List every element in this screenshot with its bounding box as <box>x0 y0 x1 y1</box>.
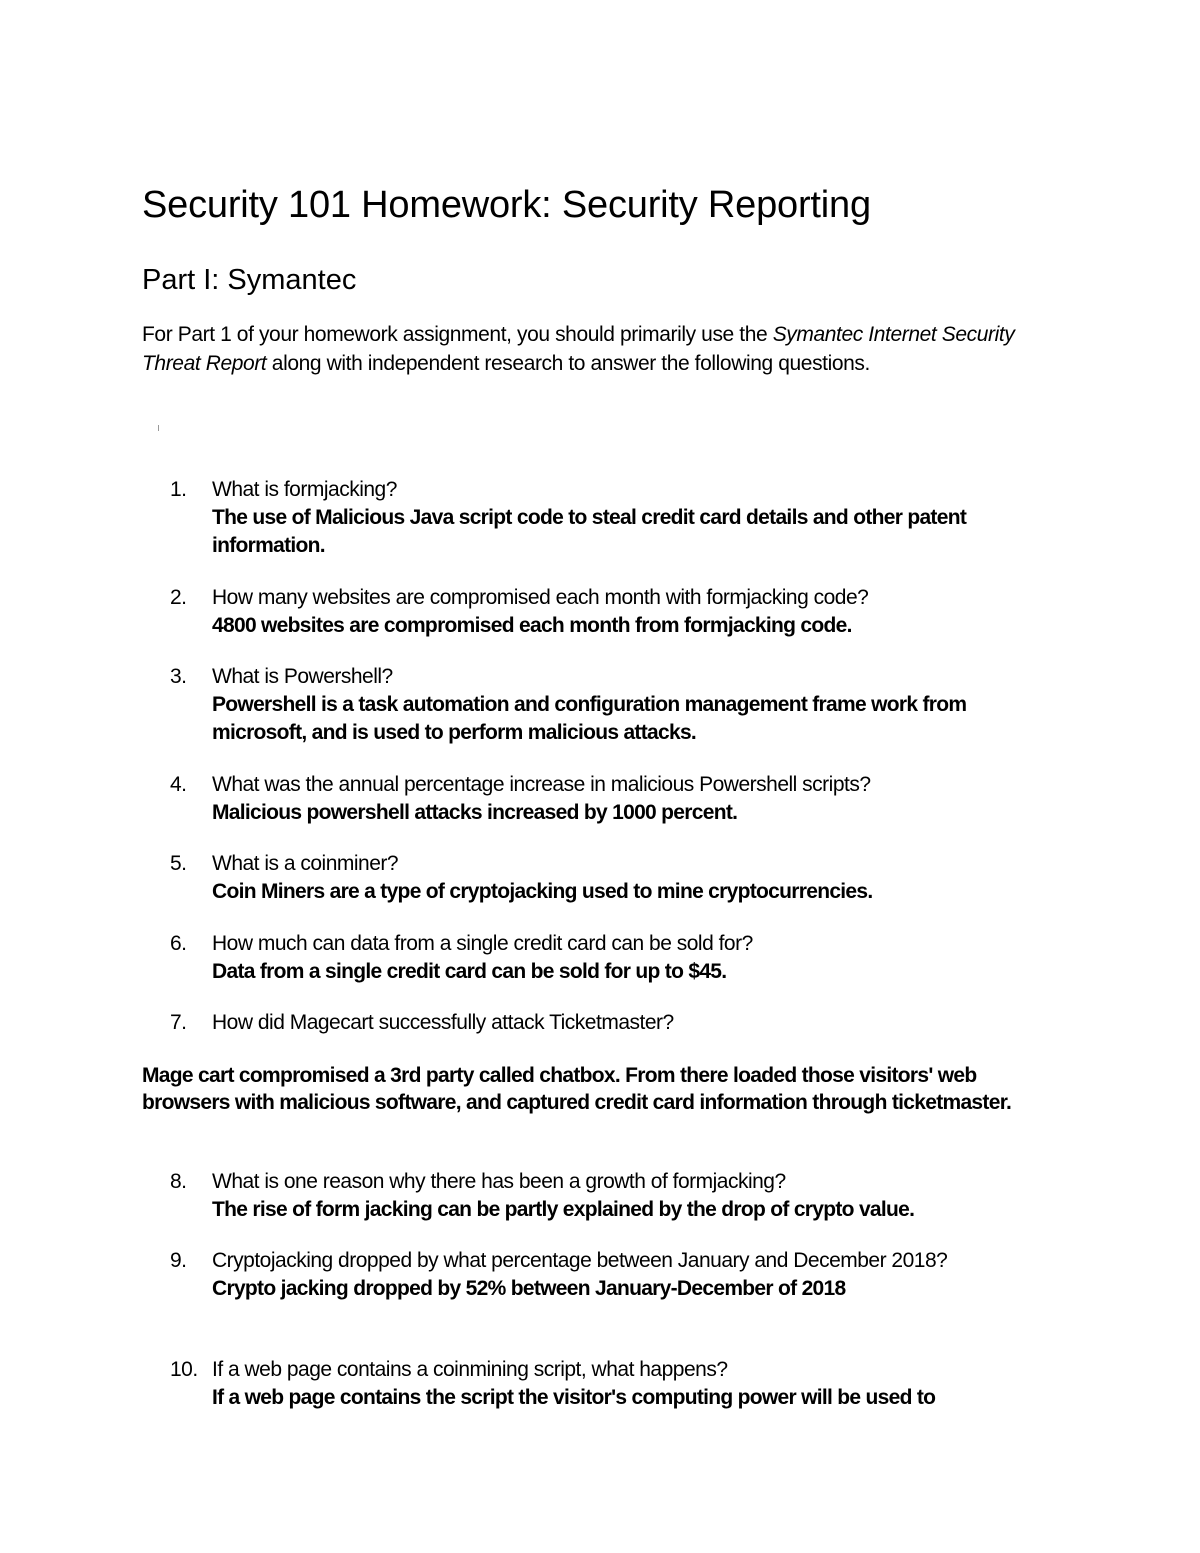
question-text: What is formjacking? <box>212 478 397 501</box>
section-heading: Part I: Symantec <box>142 264 357 296</box>
question-text: If a web page contains a coinmining script, what happens? <box>212 1358 728 1381</box>
question-text: Cryptojacking dropped by what percentage between January and December 2018? <box>212 1249 948 1272</box>
intro-text-start: For Part 1 of your homework assignment, you should primarily use the <box>142 323 773 346</box>
question-text: How much can data from a single credit card can be sold for? <box>212 932 753 955</box>
question-text: What is Powershell? <box>212 665 393 688</box>
question-number: 10. <box>170 1358 198 1381</box>
answer-text: Powershell is a task automation and configuration management frame work from microsoft, and is used to perform malicious attacks. <box>212 693 967 744</box>
question-number: 6. <box>170 932 187 955</box>
question-item-8 <box>170 1168 1050 1224</box>
answer-text-7: Mage cart compromised a 3rd party called chatbox. From there loaded those visitors' web browsers with malicious software, and captured credit card information through ticketmaster. <box>142 1064 1012 1114</box>
question-number: 4. <box>170 773 187 796</box>
question-item-9 <box>170 1247 1050 1303</box>
intro-paragraph <box>142 320 1062 378</box>
question-number: 1. <box>170 478 187 501</box>
question-text: How many websites are compromised each month with formjacking code? <box>212 586 869 609</box>
answer-text: The use of Malicious Java script code to steal credit card details and other patent information. <box>212 506 967 557</box>
question-item-3 <box>170 663 1050 747</box>
question-number: 7. <box>170 1011 187 1034</box>
answer-text: Data from a single credit card can be sold for up to $45. <box>212 960 727 983</box>
answer-text: Coin Miners are a type of cryptojacking used to mine cryptocurrencies. <box>212 880 873 903</box>
question-number: 8. <box>170 1170 187 1193</box>
question-text: How did Magecart successfully attack Ticketmaster? <box>212 1011 674 1034</box>
answer-text: Malicious powershell attacks increased by 1000 percent. <box>212 801 738 824</box>
document-title: Security 101 Homework: Security Reporting <box>142 184 871 226</box>
answer-text: 4800 websites are compromised each month from formjacking code. <box>212 614 852 637</box>
question-item-10 <box>170 1356 1050 1412</box>
answer-text: If a web page contains the script the visitor's computing power will be used to <box>212 1386 936 1409</box>
question-item-2 <box>170 584 1050 640</box>
answer-text: Crypto jacking dropped by 52% between January-December of 2018 <box>212 1277 846 1300</box>
report-title: Symantec Internet Security Threat Report <box>142 323 1015 375</box>
question-number: 2. <box>170 586 187 609</box>
question-text: What was the annual percentage increase in malicious Powershell scripts? <box>212 773 871 796</box>
question-text: What is one reason why there has been a growth of formjacking? <box>212 1170 786 1193</box>
question-number: 5. <box>170 852 187 875</box>
question-item-1 <box>170 476 1050 560</box>
intro-text-end: along with independent research to answer the following questions. <box>266 352 870 375</box>
question-item-6 <box>170 930 1050 986</box>
question-item-5 <box>170 850 1050 906</box>
question-item-7 <box>170 1009 1050 1037</box>
question-item-4 <box>170 771 1050 827</box>
question-number: 3. <box>170 665 187 688</box>
question-text: What is a coinminer? <box>212 852 399 875</box>
question-number: 9. <box>170 1249 187 1272</box>
answer-text: The rise of form jacking can be partly explained by the drop of crypto value. <box>212 1198 915 1221</box>
text-cursor-mark <box>158 425 159 431</box>
